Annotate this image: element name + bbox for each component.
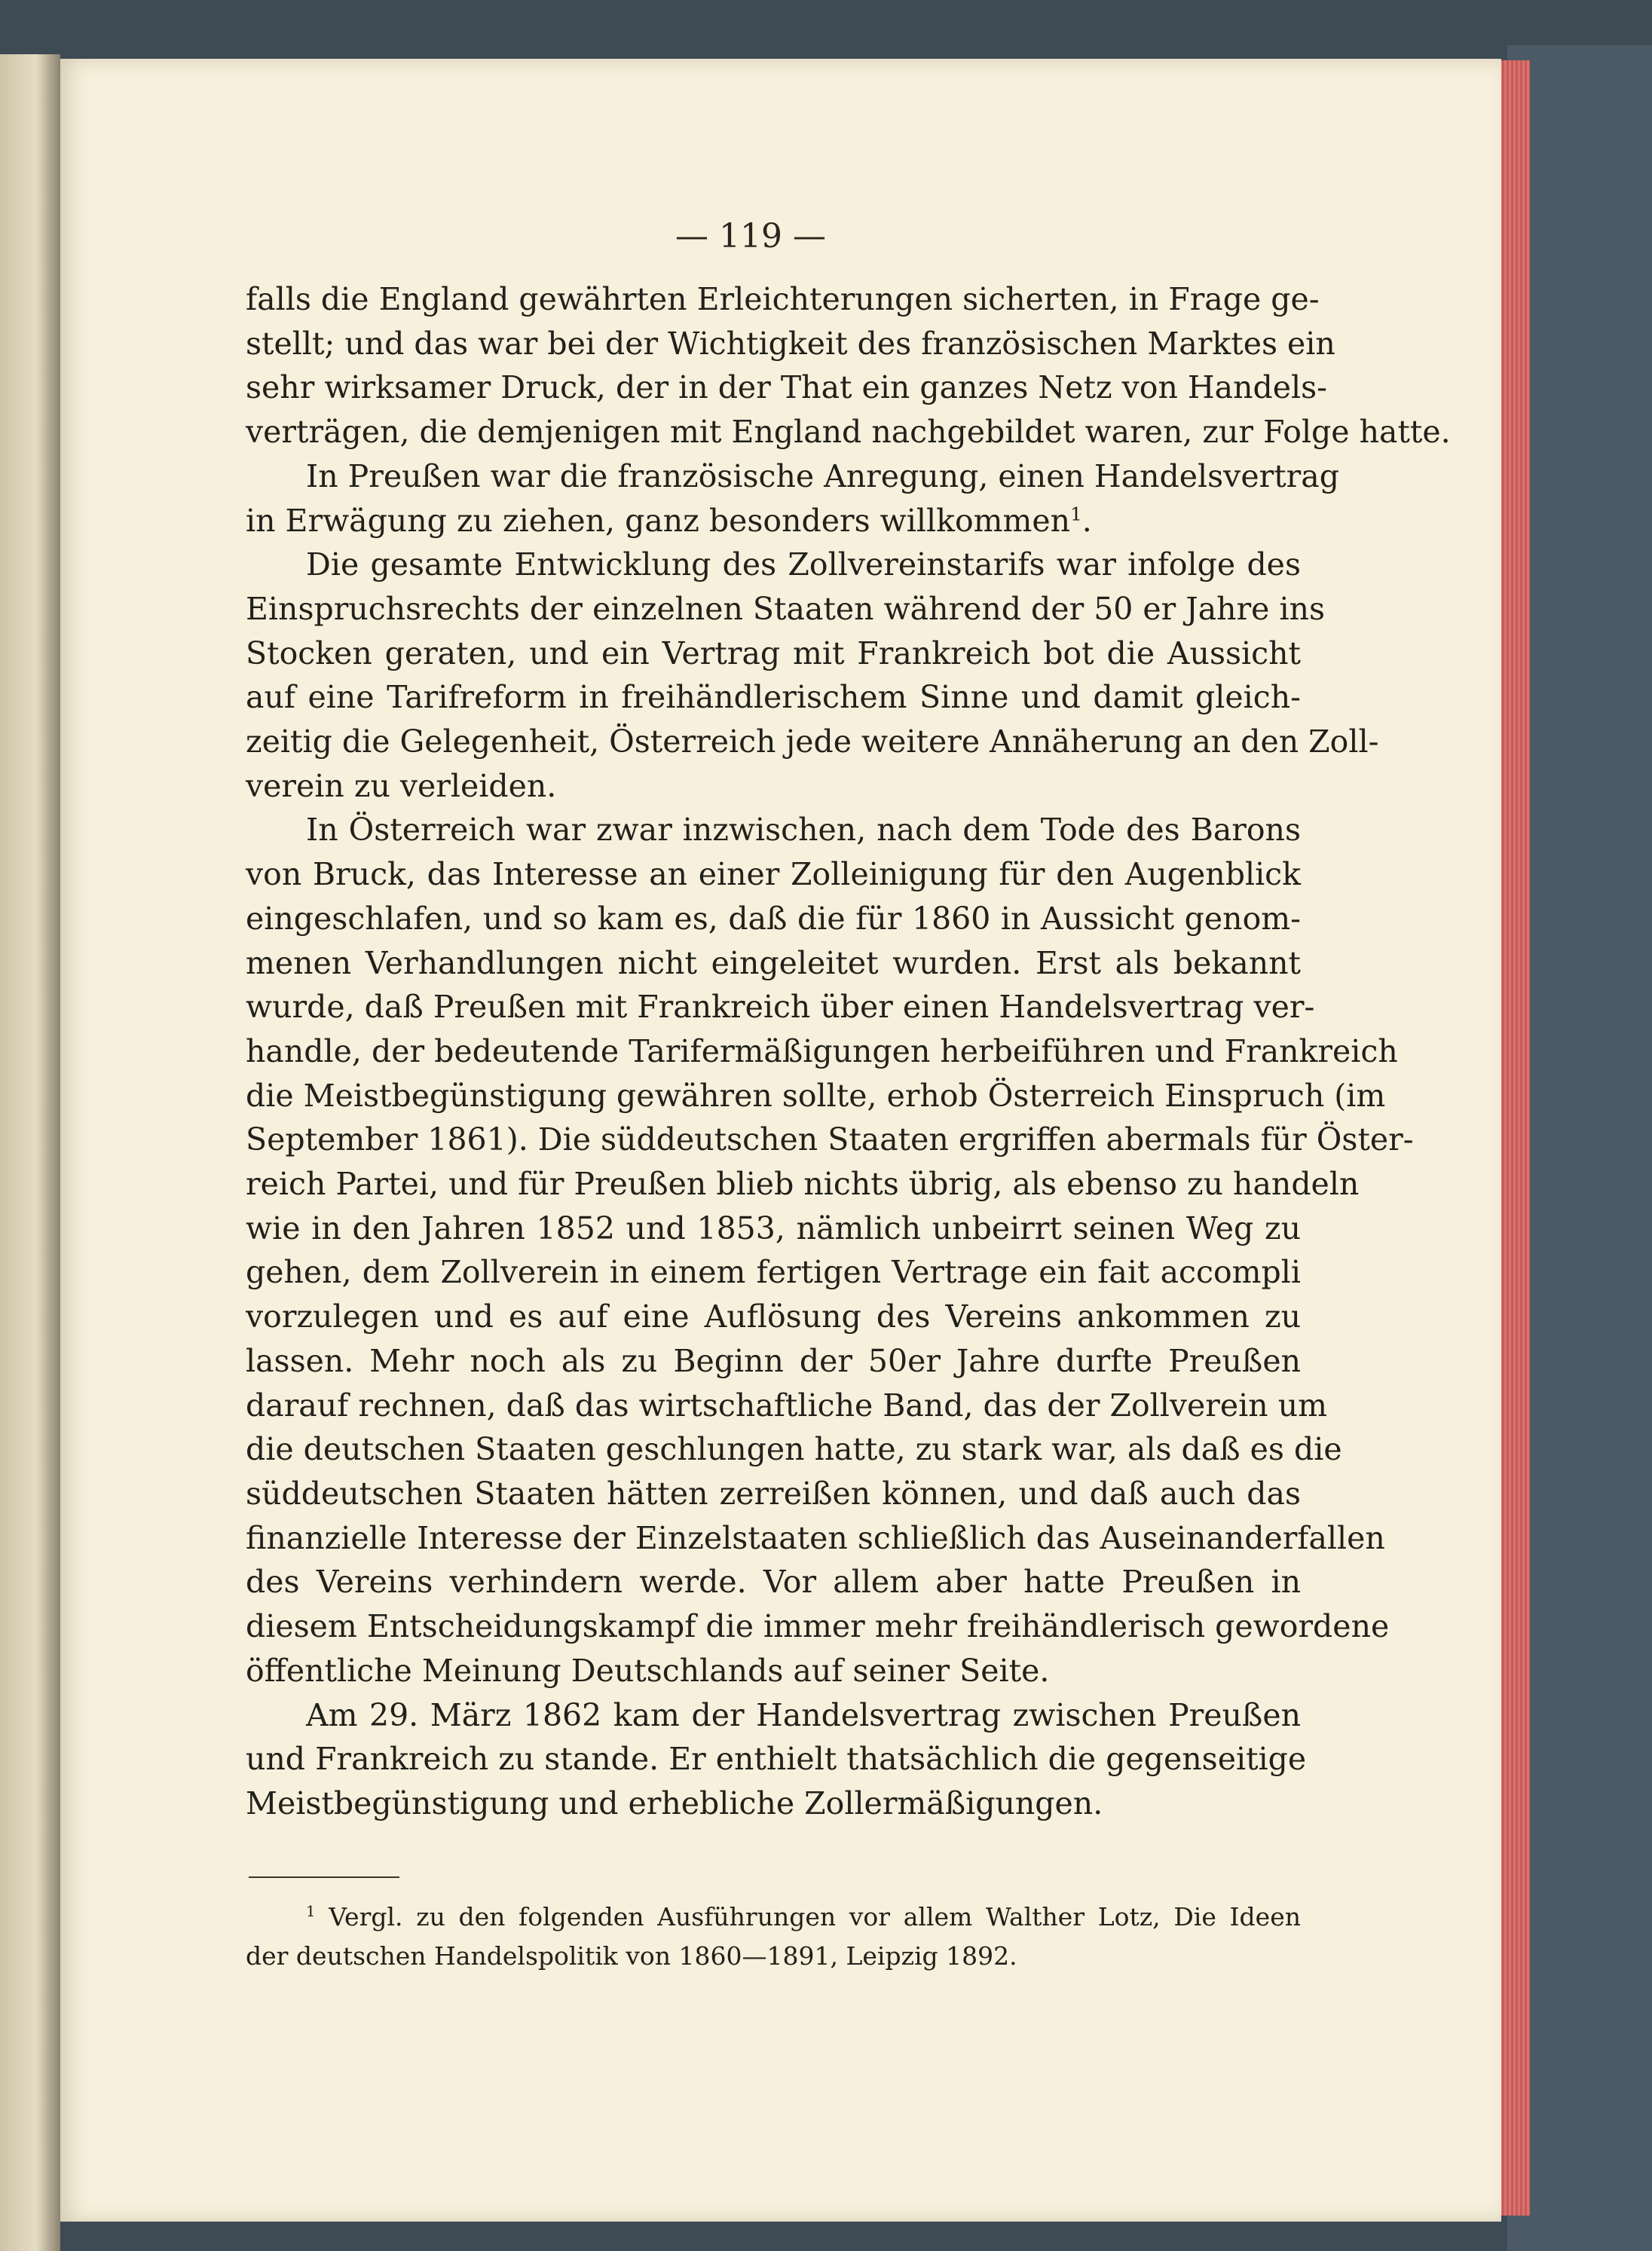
text-line: darauf rechnen, daß das wirtschaftliche Band, das der Zollverein um [246,1387,1327,1424]
text-line: stellt; und das war bei der Wichtigkeit des französischen Marktes ein [246,325,1335,362]
footnote-line: der deutschen Handelspolitik von 1860—1891, Leipzig 1892. [246,1941,1017,1971]
page-block-edge [1500,60,1530,2216]
footnote-line [246,1898,1301,1937]
text-line: zeitig die Gelegenheit, Österreich jede weitere Annäherung an den Zoll- [246,723,1379,760]
text-line: lassen. Mehr noch als zu Beginn der 50er Jahre durfte Preußen [246,1342,1301,1379]
text-line: süddeutschen Staaten hätten zerreißen können, und daß auch das [246,1475,1301,1512]
text-line: wurde, daß Preußen mit Frankreich über einen Handelsvertrag ver- [246,989,1315,1026]
text-line: eingeschlafen, und so kam es, daß die für 1860 in Aussicht genom- [246,900,1301,937]
body-text [246,277,1451,1826]
text-line: menen Verhandlungen nicht eingeleitet wurden. Erst als bekannt [246,944,1301,981]
text-line: verein zu verleiden. [246,767,557,804]
text-line: In Österreich war zwar inzwischen, nach dem Tode des Barons [306,812,1301,849]
text-line: Am 29. März 1862 kam der Handelsvertrag zwischen Preußen [306,1696,1301,1733]
text-line: September 1861). Die süddeutschen Staaten ergriffen abermals für Öster- [246,1121,1414,1158]
text-line-content: in Erwägung zu ziehen, ganz besonders willkommen [246,502,1071,539]
text-line: falls die England gewährten Erleichterungen sicherten, in Frage ge- [246,281,1320,317]
book-page [60,59,1501,2222]
paragraph [246,454,1339,543]
text-line: von Bruck, das Interesse an einer Zolleinigung für den Augenblick [246,856,1301,893]
text-line: In Preußen war die französische Anregung, einen Handelsvertrag [306,457,1339,494]
text-line-tail: . [1081,502,1092,539]
paragraph [246,543,1379,808]
paragraph [246,1693,1307,1826]
footnote-reference[interactable]: 1 [1070,502,1082,525]
footnote-divider [249,1876,399,1878]
text-line: diesem Entscheidungskampf die immer mehr freihändlerisch gewordene [246,1608,1390,1645]
text-line: handle, der bedeutende Tarifermäßigungen herbeiführen und Frankreich [246,1032,1398,1069]
text-line [246,499,1301,543]
text-line: wie in den Jahren 1852 und 1853, nämlich unbeirrt seinen Weg zu [246,1210,1301,1246]
text-line: Die gesamte Entwicklung des Zollvereinstarifs war infolge des [306,546,1301,583]
text-line: gehen, dem Zollverein in einem fertigen Vertrage ein fait accompli [246,1254,1301,1291]
page-number: — 119 — [675,217,826,255]
paragraph [246,277,1451,454]
text-line: des Vereins verhindern werde. Vor allem aber hatte Preußen in [246,1564,1301,1601]
text-line: die deutschen Staaten geschlungen hatte, zu stark war, als daß es die [246,1431,1342,1468]
text-line: finanzielle Interesse der Einzelstaaten schließlich das Auseinanderfallen [246,1519,1385,1556]
footnote-line-content: Vergl. zu den folgenden Ausführungen vor allem Walther Lotz, Die Ideen [315,1902,1301,1931]
text-line: reich Partei, und für Preußen blieb nichts übrig, als ebenso zu handeln [246,1166,1360,1203]
text-line: auf eine Tarifreform in freihändlerischem Sinne und damit gleich- [246,679,1301,716]
footnote-marker: 1 [306,1903,316,1921]
paragraph [246,808,1414,1693]
text-line: sehr wirksamer Druck, der in der That ein ganzes Netz von Handels- [246,369,1328,406]
text-line: vorzulegen und es auf eine Auflösung des Vereins ankommen zu [246,1298,1301,1335]
text-line: Stocken geraten, und ein Vertrag mit Frankreich bot die Aussicht [246,635,1301,671]
text-line: Meistbegünstigung und erhebliche Zollermäßigungen. [246,1785,1103,1821]
footnote [246,1898,1301,1976]
text-line: Einspruchsrechts der einzelnen Staaten während der 50 er Jahre ins [246,590,1326,627]
text-line: öffentliche Meinung Deutschlands auf seiner Seite. [246,1652,1050,1689]
text-line: die Meistbegünstigung gewähren sollte, erhob Österreich Einspruch (im [246,1077,1386,1114]
text-line: verträgen, die demjenigen mit England nachgebildet waren, zur Folge hatte. [246,414,1451,451]
text-line: und Frankreich zu stande. Er enthielt thatsächlich die gegenseitige [246,1741,1307,1778]
facing-page-edge [0,54,60,2251]
